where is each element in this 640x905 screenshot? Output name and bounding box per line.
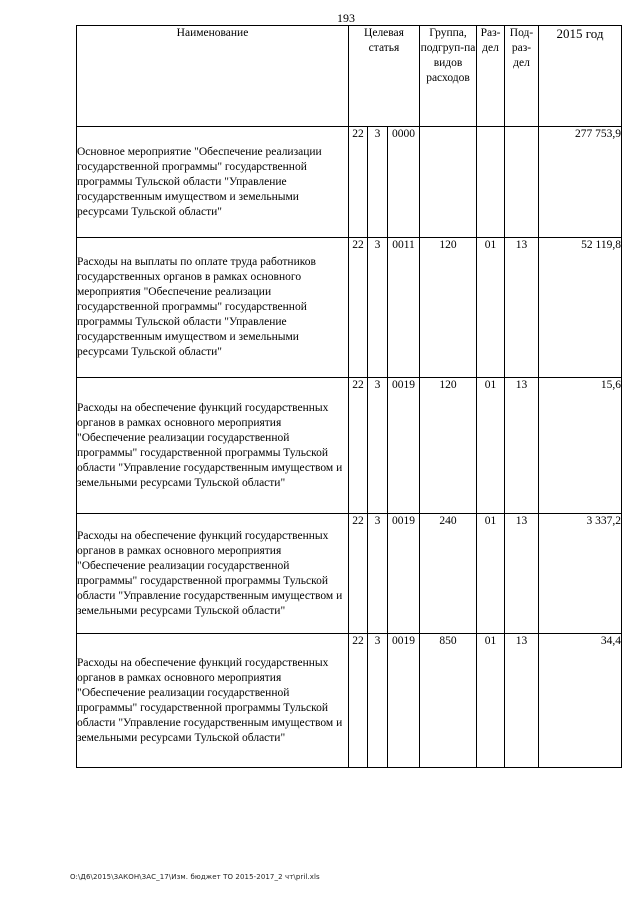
row-subsection: 13 xyxy=(505,514,539,634)
row-expense-group: 240 xyxy=(420,514,477,634)
row-subsection: 13 xyxy=(505,634,539,768)
row-subsection xyxy=(505,127,539,238)
header-section: Раз-дел xyxy=(477,26,505,127)
row-amount: 52 119,8 xyxy=(539,238,622,378)
header-name: Наименование xyxy=(77,26,349,127)
row-section xyxy=(477,127,505,238)
row-amount: 34,4 xyxy=(539,634,622,768)
row-code-subprogram: 3 xyxy=(368,634,388,768)
table-row xyxy=(77,634,622,768)
row-code-direction: 0011 xyxy=(388,238,420,378)
table-row xyxy=(77,514,622,634)
row-code-direction: 0019 xyxy=(388,514,420,634)
header-subsection: Под-раз-дел xyxy=(505,26,539,127)
row-amount: 15,6 xyxy=(539,378,622,514)
row-subsection: 13 xyxy=(505,378,539,514)
header-expense-group: Группа, подгруп-па видов расходов xyxy=(420,26,477,127)
row-name: Основное мероприятие "Обеспечение реализации государственной программы" государственной программы Тульской области "Управление государственным имуществом и земельными ресурсами Тульской области" xyxy=(77,127,349,238)
header-target-article: Целевая статья xyxy=(349,26,420,127)
row-name: Расходы на обеспечение функций государственных органов в рамках основного мероприятия "Обеспечение реализации государственной программы" государственной программы Тульской области "Управление государственным имуществом и земельными ресурсами Тульской области" xyxy=(77,378,349,514)
row-subsection: 13 xyxy=(505,238,539,378)
row-expense-group: 850 xyxy=(420,634,477,768)
row-expense-group xyxy=(420,127,477,238)
row-code-direction: 0000 xyxy=(388,127,420,238)
row-code-subprogram: 3 xyxy=(368,378,388,514)
row-name: Расходы на обеспечение функций государственных органов в рамках основного мероприятия "Обеспечение реализации государственной программы" государственной программы Тульской области "Управление государственным имуществом и земельными ресурсами Тульской области" xyxy=(77,514,349,634)
row-code-subprogram: 3 xyxy=(368,238,388,378)
header-year: 2015 год xyxy=(539,26,622,127)
budget-table xyxy=(76,25,622,768)
row-expense-group: 120 xyxy=(420,238,477,378)
row-section: 01 xyxy=(477,514,505,634)
row-expense-group: 120 xyxy=(420,378,477,514)
row-code-program: 22 xyxy=(349,127,368,238)
row-name: Расходы на выплаты по оплате труда работников государственных органов в рамках основного мероприятия "Обеспечение реализации государственной программы" государственной программы Тульской области "Управление государственным имуществом и земельными ресурсами Тульской области" xyxy=(77,238,349,378)
row-amount: 3 337,2 xyxy=(539,514,622,634)
row-code-program: 22 xyxy=(349,378,368,514)
table-header-row xyxy=(77,26,622,127)
page-number: 193 xyxy=(337,11,355,25)
row-section: 01 xyxy=(477,634,505,768)
row-code-program: 22 xyxy=(349,634,368,768)
row-code-program: 22 xyxy=(349,514,368,634)
row-amount: 277 753,9 xyxy=(539,127,622,238)
row-code-subprogram: 3 xyxy=(368,127,388,238)
row-section: 01 xyxy=(477,378,505,514)
row-section: 01 xyxy=(477,238,505,378)
table-row xyxy=(77,378,622,514)
row-code-direction: 0019 xyxy=(388,634,420,768)
row-code-program: 22 xyxy=(349,238,368,378)
row-code-subprogram: 3 xyxy=(368,514,388,634)
file-path-footer: O:\Д6\2015\ЗАКОН\ЗАС_17\Изм. бюджет ТО 2015-2017_2 чт\pril.xls xyxy=(70,873,320,881)
table-row xyxy=(77,127,622,238)
row-name: Расходы на обеспечение функций государственных органов в рамках основного мероприятия "Обеспечение реализации государственной программы" государственной программы Тульской области "Управление государственным имуществом и земельными ресурсами Тульской области" xyxy=(77,634,349,768)
row-code-direction: 0019 xyxy=(388,378,420,514)
table-row xyxy=(77,238,622,378)
